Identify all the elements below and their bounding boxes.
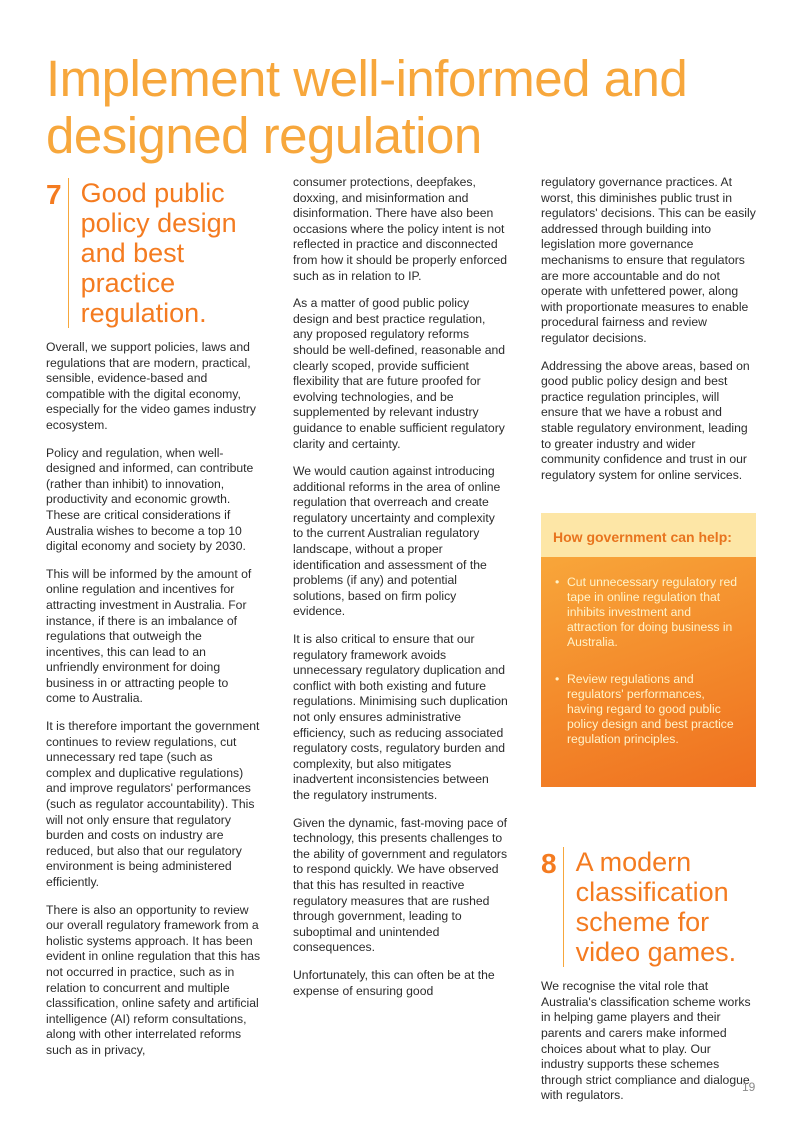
section-7-number: 7 — [46, 179, 62, 210]
section-8-title: A modern classification scheme for video games. — [563, 847, 756, 967]
bullet-icon: • — [555, 575, 560, 590]
paragraph: Unfortunately, this can often be at the expense of ensuring good — [293, 967, 495, 998]
column-1 — [46, 175, 261, 1071]
section-7-header — [46, 178, 261, 328]
help-box-heading: How government can help: — [541, 513, 756, 557]
column-3 — [541, 175, 756, 1116]
paragraph: It is also critical to ensure that our regulatory framework avoids unnecessary regulatory duplication and conflict with both existing and future regulations. Minimising such duplication not only ensures administrative efficiency, such as reducing associated regulatory costs, regulatory burden and complexity, but also mitigates inadvertent inconsistencies between the regulatory instruments. — [293, 632, 508, 802]
paragraph: Overall, we support policies, laws and regulations that are modern, practical, sensible, evidence-based and compatible with the digital economy, especially for the video games industry ecosystem. — [46, 340, 257, 432]
paragraph: regulatory governance practices. At worst, this diminishes public trust in regulators' decisions. This can be easily addressed through building into legislation more governance mechanisms to ensure that regulators are more accountable and do not operate with unfettered power, along with proportionate measures to enable procedural fairness and review regulator decisions. — [541, 175, 756, 345]
help-list-item — [555, 575, 742, 650]
paragraph: We recognise the vital role that Australia's classification scheme works in helping game players and their parents and carers make informed choices about what to play. Our industry supports these schemes through strict compliance and dialogue with regulators. — [541, 979, 751, 1103]
section-8-header — [541, 847, 756, 967]
paragraph: There is also an opportunity to review our overall regulatory framework from a holistic systems approach. It has been evident in online regulation that this has not occurred in practice, such as in relation to concurrent and multiple classification, online safety and artificial intelligence (AI) reform consultations, along with other interrelated reforms such as in privacy, — [46, 902, 261, 1057]
paragraph: As a matter of good public policy design and best practice regulation, any proposed regulatory reforms should be well-defined, reasonable and clearly scoped, provide sufficient flexibility that are future proofed for evolving technologies, and be supplemented by relevant industry guidance to enable sufficient regulatory clarity and certainty. — [293, 296, 506, 451]
page-title: Implement well-informed and designed regulation — [46, 50, 688, 164]
help-item-text: Review regulations and regulators' performances, having regard to good public policy design and best practice regulation principles. — [567, 672, 734, 747]
paragraph: We would caution against introducing additional reforms in the area of online regulation that overreach and create regulatory uncertainty and complexity to the current Australian regulatory landscape, without a proper identification and assessment of the problems (if any) and potential solutions, based on firm policy evidence. — [293, 464, 501, 619]
section-7-title: Good public policy design and best practice regulation. — [68, 178, 261, 328]
paragraph: Policy and regulation, when well-designed and informed, can contribute (rather than inhibit) to innovation, productivity and economic growth. These are critical considerations if Australia wishes to become a top 10 digital economy and society by 2030. — [46, 445, 254, 554]
page-number: 19 — [742, 1080, 756, 1094]
paragraph: This will be informed by the amount of online regulation and incentives for attracting investment in Australia. For instance, if there is an imbalance of regulations that outweigh the incentives, this can lead to an unfriendly environment for doing business in or attracting people to come to Australia. — [46, 566, 252, 706]
bullet-icon: • — [555, 672, 560, 687]
paragraph: It is therefore important the government continues to review regulations, cut unnecessary red tape (such as complex and duplicative regulations) and improve regulators' performances (such as regulator accountability). This will not only ensure that regulatory burden and costs on industry are reduced, but also that our regulatory environment is being administered efficiently. — [46, 719, 260, 889]
government-help-box — [541, 513, 756, 787]
column-2 — [293, 175, 508, 1011]
paragraph: consumer protections, deepfakes, doxxing, and misinformation and disinformation. There have also been occasions where the policy intent is not reflected in practice and disconnected from how it should be properly enforced such as in relation to IP. — [293, 175, 508, 283]
help-item-text: Cut unnecessary regulatory red tape in online regulation that inhibits investment and attraction for doing business in Australia. — [567, 575, 738, 650]
paragraph: Given the dynamic, fast-moving pace of technology, this presents challenges to the ability of government and regulators to respond quickly. We have observed that this has resulted in reactive regulatory measures that are rushed through government, leading to suboptimal and unintended consequences. — [293, 815, 508, 955]
help-list-item — [555, 672, 742, 747]
section-8-number: 8 — [541, 848, 557, 880]
help-box-body — [541, 557, 756, 787]
paragraph: Addressing the above areas, based on good public policy design and best practice regulation principles, will ensure that we have a robust and stable regulatory environment, leading to greater industry and wider community confidence and trust in our regulatory system for online services. — [541, 358, 750, 482]
